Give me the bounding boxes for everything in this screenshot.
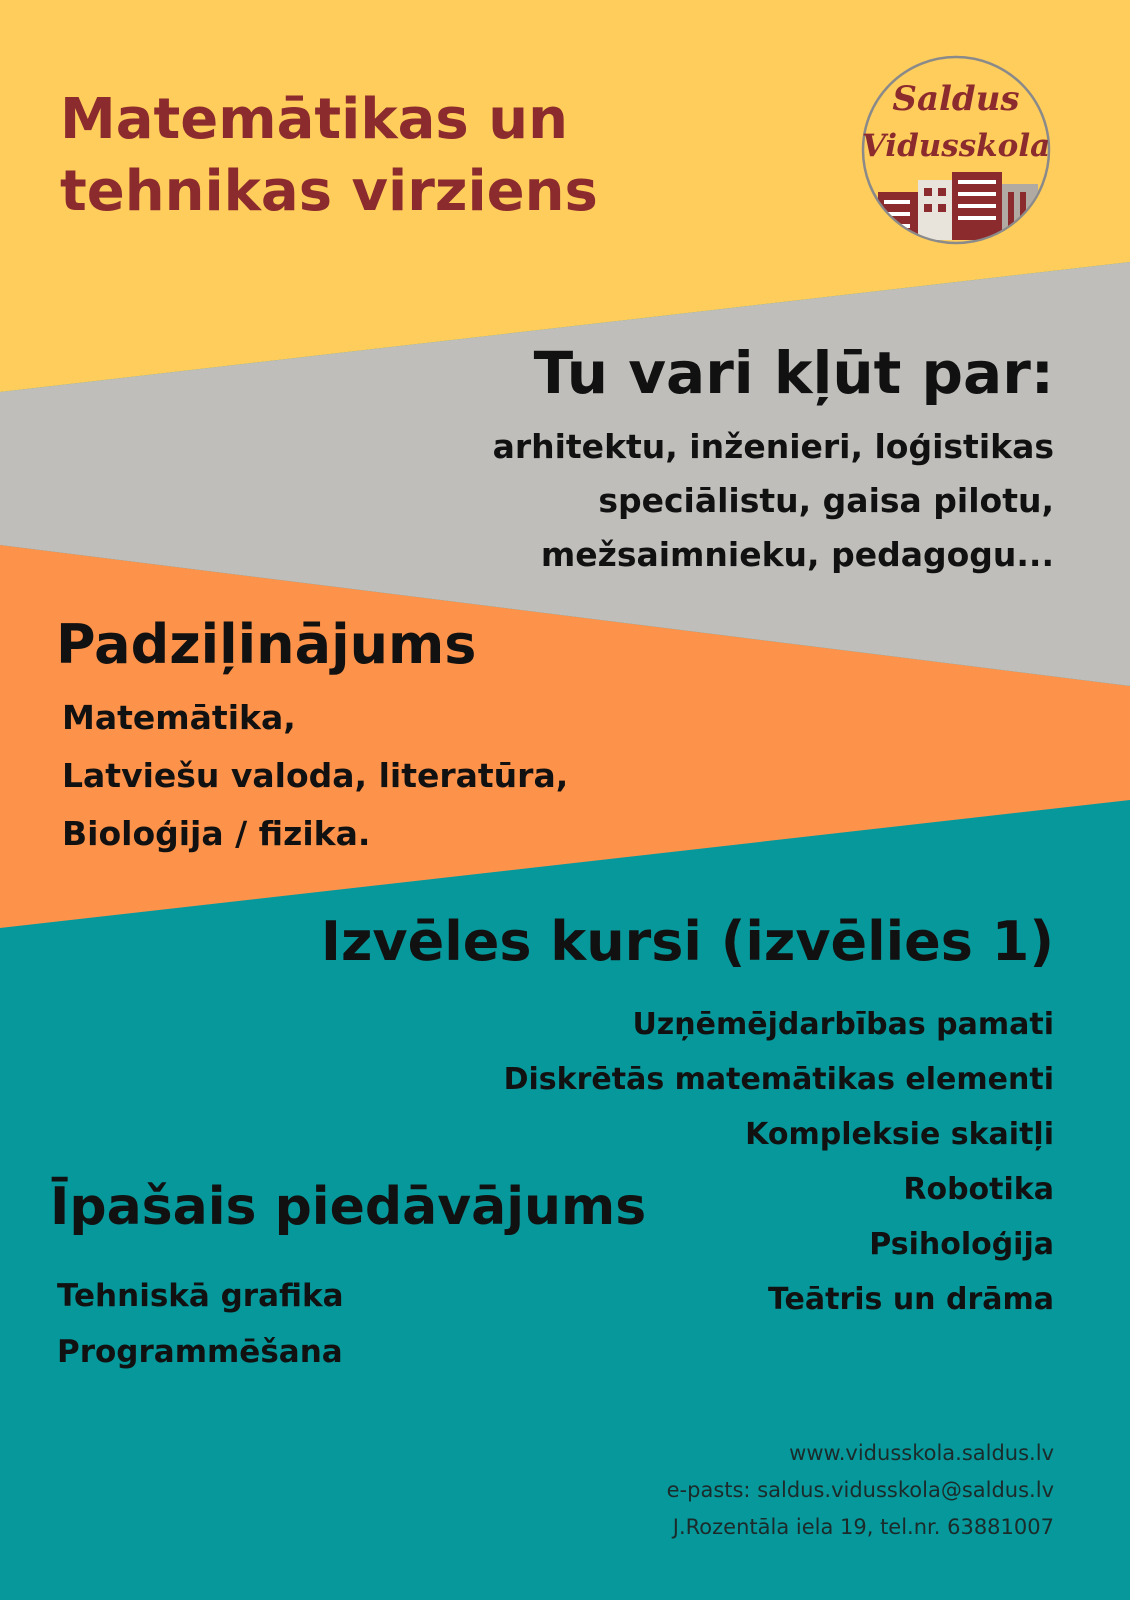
list-item: Diskrētās matemātikas elementi (503, 1062, 1054, 1097)
website-link[interactable]: www.vidusskola.saldus.lv (789, 1441, 1054, 1465)
title-line-1: Matemātikas un (60, 87, 568, 152)
list-item: Bioloģija / fizika. (62, 814, 371, 853)
deepening-heading: Padziļinājums (56, 613, 477, 676)
contact-info (667, 1435, 1054, 1546)
list-item: Programmēšana (57, 1334, 343, 1370)
list-item: Teātris un drāma (768, 1282, 1054, 1317)
special-offer-heading: Īpašais piedāvājums (50, 1177, 647, 1237)
careers-list (493, 420, 1054, 582)
logo-text-line-1: Saldus (892, 79, 1020, 119)
deepening-list (62, 689, 568, 863)
address-text: J.Rozentāla iela 19, tel.nr. 63881007 (672, 1515, 1054, 1539)
page-title (60, 84, 800, 228)
school-logo (858, 52, 1054, 248)
list-item: Tehniskā grafika (57, 1278, 344, 1314)
special-offer-list (57, 1268, 344, 1380)
list-item: Robotika (903, 1172, 1054, 1207)
electives-list (504, 997, 1054, 1327)
title-line-2: tehnikas virziens (60, 159, 598, 224)
list-item: Latviešu valoda, literatūra, (62, 756, 569, 795)
logo-text-line-2: Vidusskola (861, 128, 1051, 164)
career-line: mežsaimnieku, pedagogu... (540, 535, 1054, 574)
list-item: Psiholoģija (869, 1227, 1054, 1262)
career-line: arhitektu, inženieri, loģistikas (492, 427, 1054, 466)
career-line: speciālistu, gaisa pilotu, (598, 481, 1054, 520)
electives-heading: Izvēles kursi (izvēlies 1) (320, 910, 1054, 973)
list-item: Kompleksie skaitļi (745, 1117, 1054, 1152)
email-link[interactable]: e-pasts: saldus.vidusskola@saldus.lv (666, 1478, 1054, 1502)
careers-heading: Tu vari kļūt par: (533, 339, 1054, 407)
list-item: Uzņēmējdarbības pamati (632, 1007, 1054, 1042)
list-item: Matemātika, (62, 698, 296, 737)
